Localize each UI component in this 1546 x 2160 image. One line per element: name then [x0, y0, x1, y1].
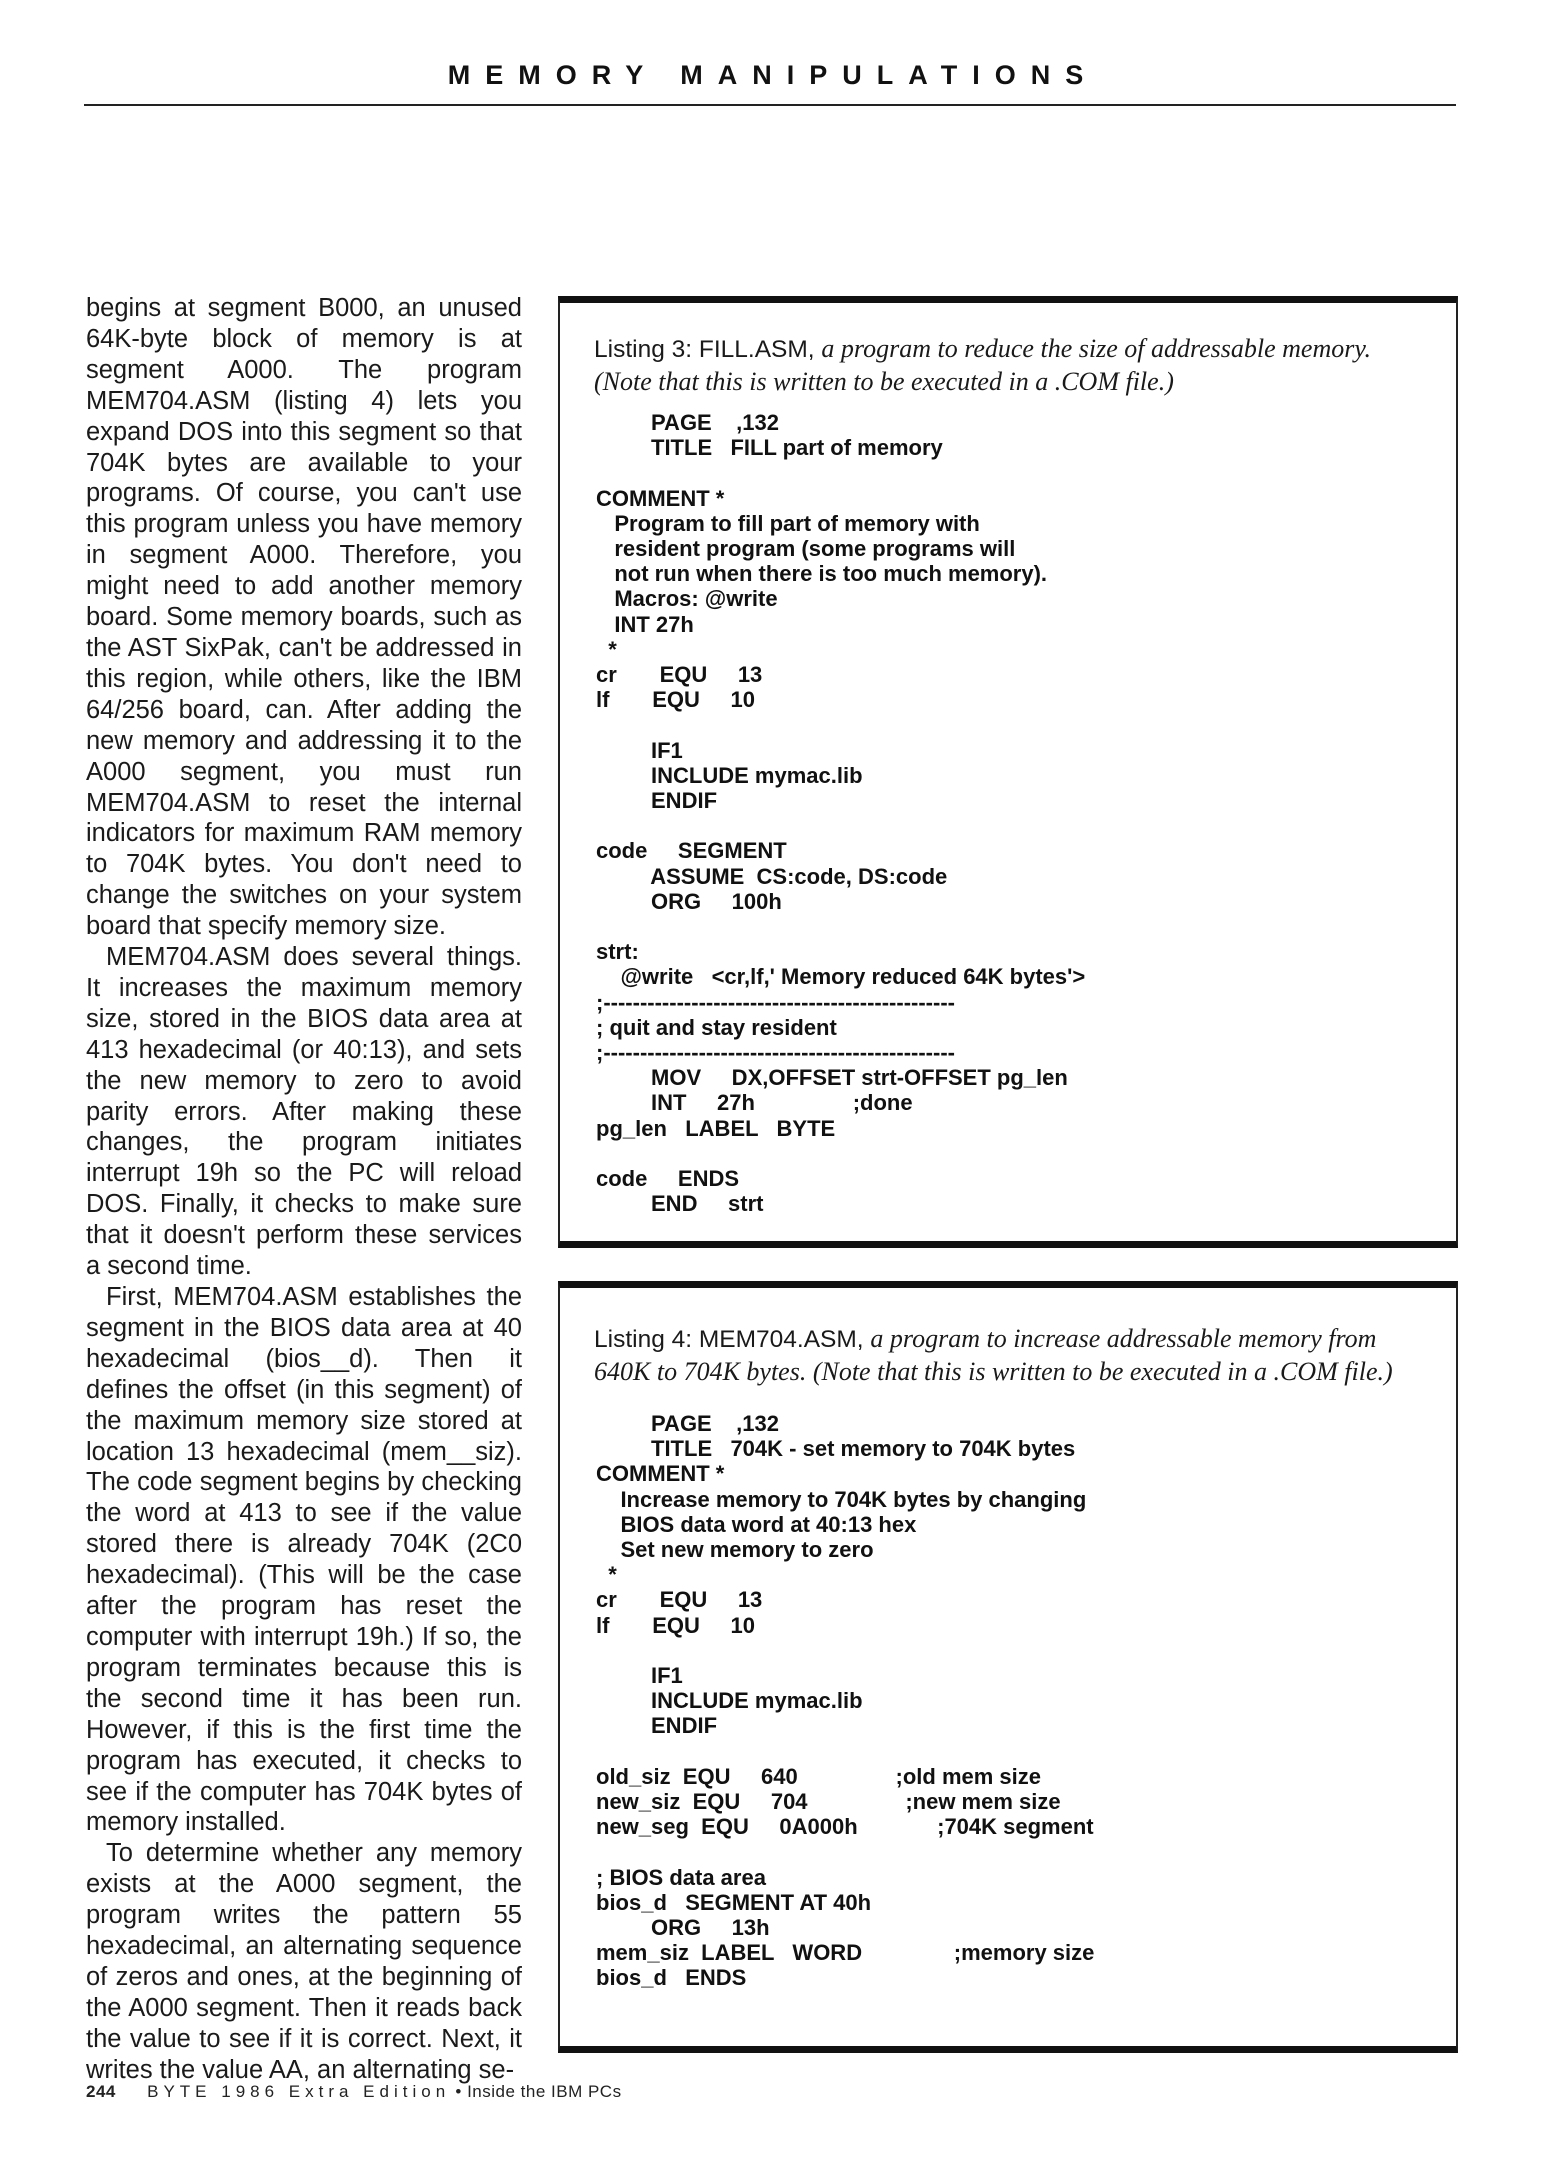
listing-3-box — [558, 296, 1458, 1248]
listing-3-description: a program to reduce the size of addressable memory. (Note that this is written to be executed in a .COM file.) — [594, 334, 1371, 396]
article-body-column — [86, 293, 522, 2086]
footer-separator: • — [455, 2082, 462, 2101]
listing-3-label: Listing 3: FILL.ASM, — [594, 336, 815, 363]
header-rule — [84, 104, 1456, 106]
page-header-title: MEMORY MANIPULATIONS — [447, 60, 1099, 90]
listing-4-description: a program to increase addressable memory from 640K to 704K bytes. (Note that this is written to be executed in a .COM file.) — [594, 1324, 1393, 1386]
listing-4-label: Listing 4: MEM704.ASM, — [594, 1326, 864, 1353]
listing-4-caption — [594, 1323, 1416, 1388]
page-footer — [86, 2082, 622, 2102]
page-number: 244 — [86, 2082, 116, 2101]
footer-section: Inside the IBM PCs — [467, 2082, 622, 2101]
listing-4-box — [558, 1281, 1458, 2053]
listing-3-caption — [594, 333, 1416, 398]
body-paragraph: First, MEM704.ASM establishes the segment in the BIOS data area at 40 hexadecimal (bios__d). Then it defines the offset (in this segment) of the maximum memory size stored at location 13 hexadecimal (mem__siz). The code segment begins by checking the word at 413 to see if the value stored there is already 704K (2C0 hexadecimal). (This will be the case after the program has reset the computer with interrupt 19h.) If so, the program terminates because this is the second time it has been run. However, if this is the first time the program has executed, it checks to see if the computer has 704K bytes of memory installed. — [86, 1283, 522, 1837]
listing-4-code: PAGE ,132 TITLE 704K - set memory to 704K bytes COMMENT * Increase memory to 704K bytes by changing BIOS data word at 40:13 hex Set new memory to zero * cr EQU 13 lf EQU 10 IF1 INCLUDE mymac.lib ENDIF old_siz EQU 640 ;old mem size new_siz EQU 704 ;new mem size new_seg EQU 0A000h ;704K segment ; BIOS data area bios_d SEGMENT AT 40h ORG 13h mem_siz LABEL WORD ;memory size bios_d ENDS — [596, 1411, 1095, 1991]
listing-3-code: PAGE ,132 TITLE FILL part of memory COMMENT * Program to fill part of memory with resident program (some programs will not run when there is too much memory). Macros: @write INT 27h * cr EQU 13 lf EQU 10 IF1 INCLUDE mymac.lib ENDIF code SEGMENT ASSUME CS:code, DS:code ORG 100h strt: @write <cr,lf,' Memory reduced 64K bytes'> ;------------------------------------------------ ; quit and stay resident ;------------------------------------------------ MOV DX,OFFSET strt-OFFSET pg_len INT 27h ;done pg_len LABEL BYTE code ENDS END strt — [596, 410, 1086, 1217]
publication-name: BYTE 1986 Extra Edition — [147, 2082, 451, 2101]
body-paragraph: begins at segment B000, an unused 64K-byte block of memory is at segment A000. The program MEM704.ASM (listing 4) lets you expand DOS into this segment so that 704K bytes are available to your programs. Of course, you can't use this program unless you have memory in segment A000. Therefore, you might need to add another memory board. Some memory boards, such as the AST SixPak, can't be addressed in this region, while others, like the IBM 64/256 board, can. After adding the new memory and addressing it to the A000 segment, you must run MEM704.ASM to reset the internal indicators for maximum RAM memory to 704K bytes. You don't need to change the switches on your system board that specify memory size. — [86, 294, 522, 941]
body-paragraph: MEM704.ASM does several things. It increases the maximum memory size, stored in the BIOS data area at 413 hexadecimal (or 40:13), and sets the new memory to zero to avoid parity errors. After making these changes, the program initiates interrupt 19h so the PC will reload DOS. Finally, it checks to make sure that it doesn't perform these services a second time. — [86, 943, 522, 1281]
body-paragraph: To determine whether any memory exists at the A000 segment, the program writes the pattern 55 hexadecimal, an alternating sequence of zeros and ones, at the beginning of the A000 segment. Then it reads back the value to see if it is correct. Next, it writes the value AA, an alternating se- — [86, 1839, 522, 2084]
